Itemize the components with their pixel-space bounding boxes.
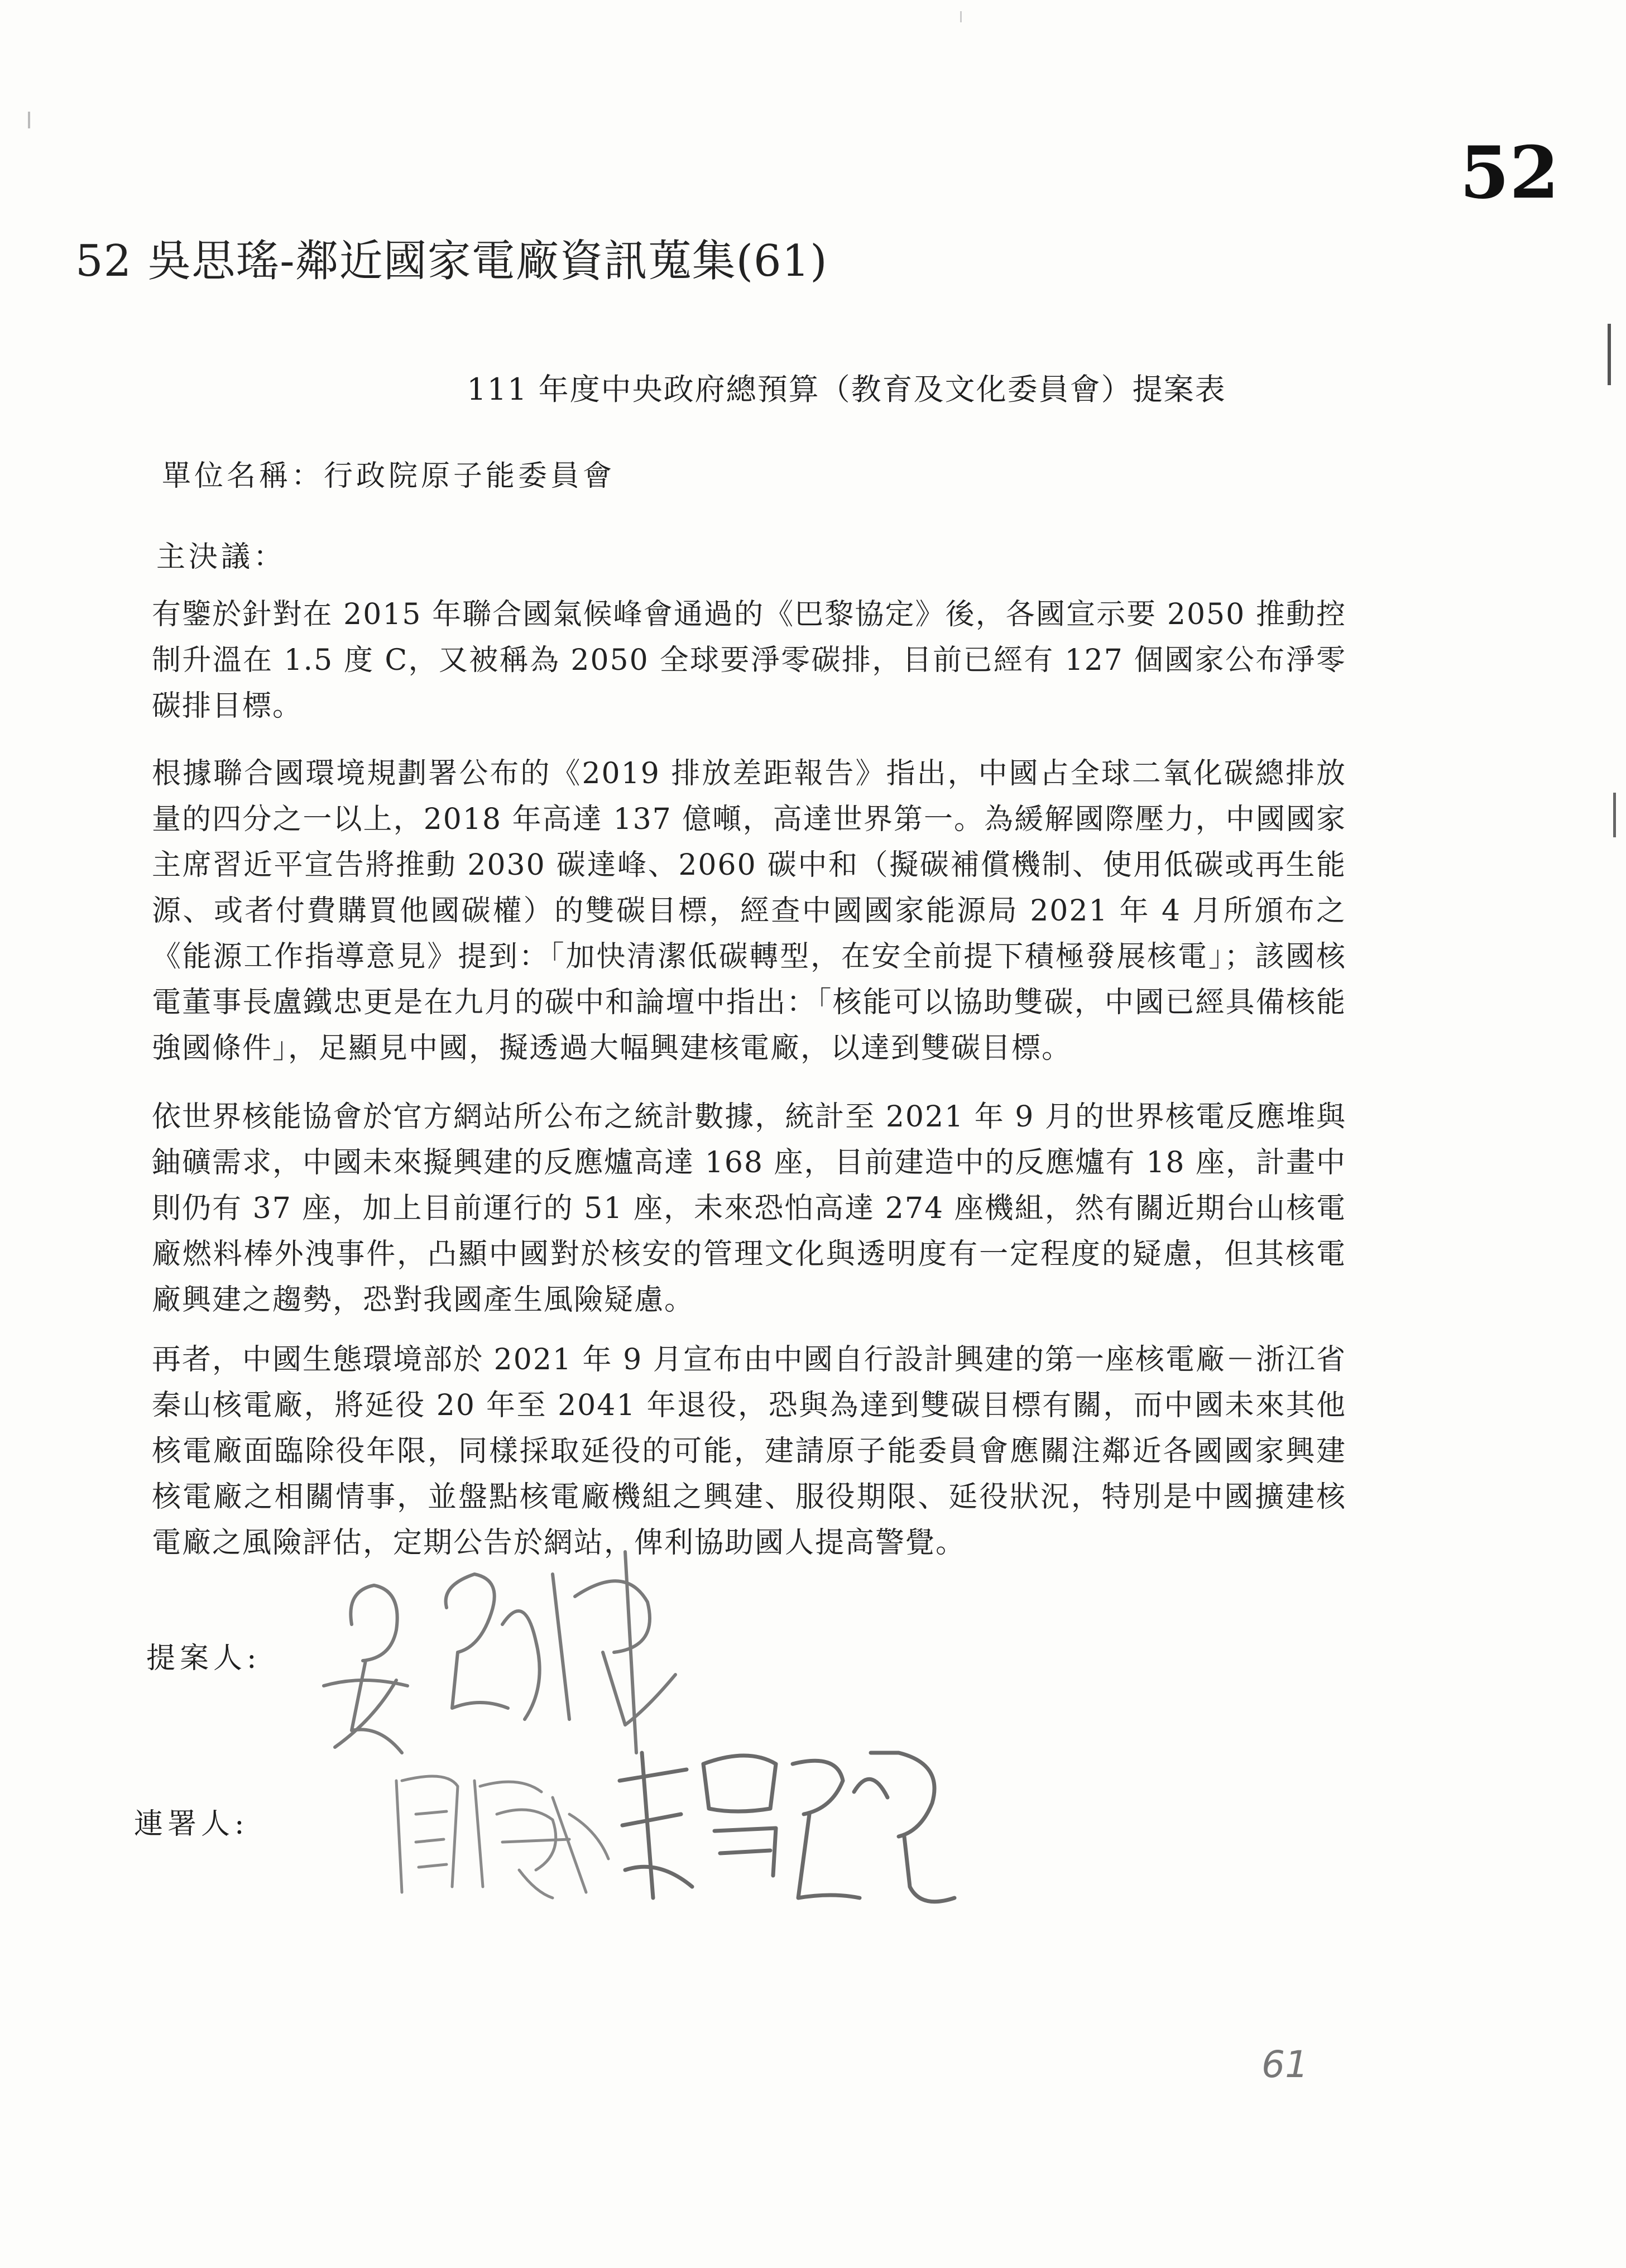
scan-mark [28, 112, 30, 128]
scan-mark [1613, 793, 1616, 837]
paragraph-paris-agreement: 有鑒於針對在 2015 年聯合國氣候峰會通過的《巴黎協定》後，各國宣示要 2050 推動控制升溫在 1.5 度 C，又被稱為 2050 全球要淨零碳排，目前已經有 127 個國家公布淨零碳排目標。 [152, 598, 1346, 723]
unit-name: 單位名稱：行政院原子能委員會 [162, 459, 616, 493]
paragraph-reactor-statistics: 依世界核能協會於官方網站所公布之統計數據，統計至 2021 年 9 月的世界核電反應堆與鈾礦需求，中國未來擬興建的反應爐高達 168 座，目前建造中的反應爐有 18 座，計畫中則仍有 37 座，加上目前運行的 51 座，未來恐怕高達 274 座機組，然有關近期台山核電廠燃料棒外洩事件，凸顯中國對於核安的管理文化與透明度有一定程度的疑慮，但其核電廠興建之趨勢，恐對我國產生風險疑慮。 [152, 1100, 1346, 1317]
scan-mark [960, 11, 962, 22]
paragraph-china-emissions: 根據聯合國環境規劃署公布的《2019 排放差距報告》指出，中國占全球二氧化碳總排放量的四分之一以上，2018 年高達 137 億噸，高達世界第一。為緩解國際壓力，中國國家主席習近平宣告將推動 2030 碳達峰、2060 碳中和（擬碳補償機制、使用低碳或再生能源、或者付費購買他國碳權）的雙碳目標，經查中國國家能源局 2021 年 4 月所頒布之《能源工作指導意見》提到：「加快清潔低碳轉型，在安全前提下積極發展核電」；該國核電董事長盧鐵忠更是在九月的碳中和論壇中指出：「核能可以協助雙碳，中國已經具備核能強國條件」，足顯見中國，擬透過大幅興建核電廠，以達到雙碳目標。 [152, 757, 1346, 1065]
cosigner-signature-1 [385, 1747, 620, 1915]
paragraph-recommendation: 再者，中國生態環境部於 2021 年 9 月宣布由中國自行設計興建的第一座核電廠－浙江省秦山核電廠，將延役 20 年至 2041 年退役，恐與為達到雙碳目標有關，而中國未來其他核電廠面臨除役年限，同樣採取延役的可能，建請原子能委員會應關注鄰近各國國家興建核電廠之相關情事，並盤點核電廠機組之興建、服役期限、延役狀況，特別是中國擴建核電廠之風險評估，定期公告於網站，俾利協助國人提高警覺。 [152, 1343, 1346, 1560]
resolution-label: 主決議： [156, 540, 286, 574]
heading-text: 吳思瑤-鄰近國家電廠資訊蒐集(61) [147, 236, 828, 286]
cosigner-signature-2 [608, 1730, 966, 1915]
cosigner-label: 連署人: [134, 1807, 249, 1841]
handwritten-page-number: 61 [1262, 2043, 1308, 2086]
heading-seq: 52 [75, 236, 132, 286]
page-corner-number: 52 [1460, 131, 1560, 215]
form-title: 111 年度中央政府總預算（教育及文化委員會）提案表 [467, 372, 1226, 407]
scan-mark [1608, 324, 1611, 385]
proposer-label: 提案人: [146, 1642, 261, 1675]
document-heading [75, 226, 828, 289]
